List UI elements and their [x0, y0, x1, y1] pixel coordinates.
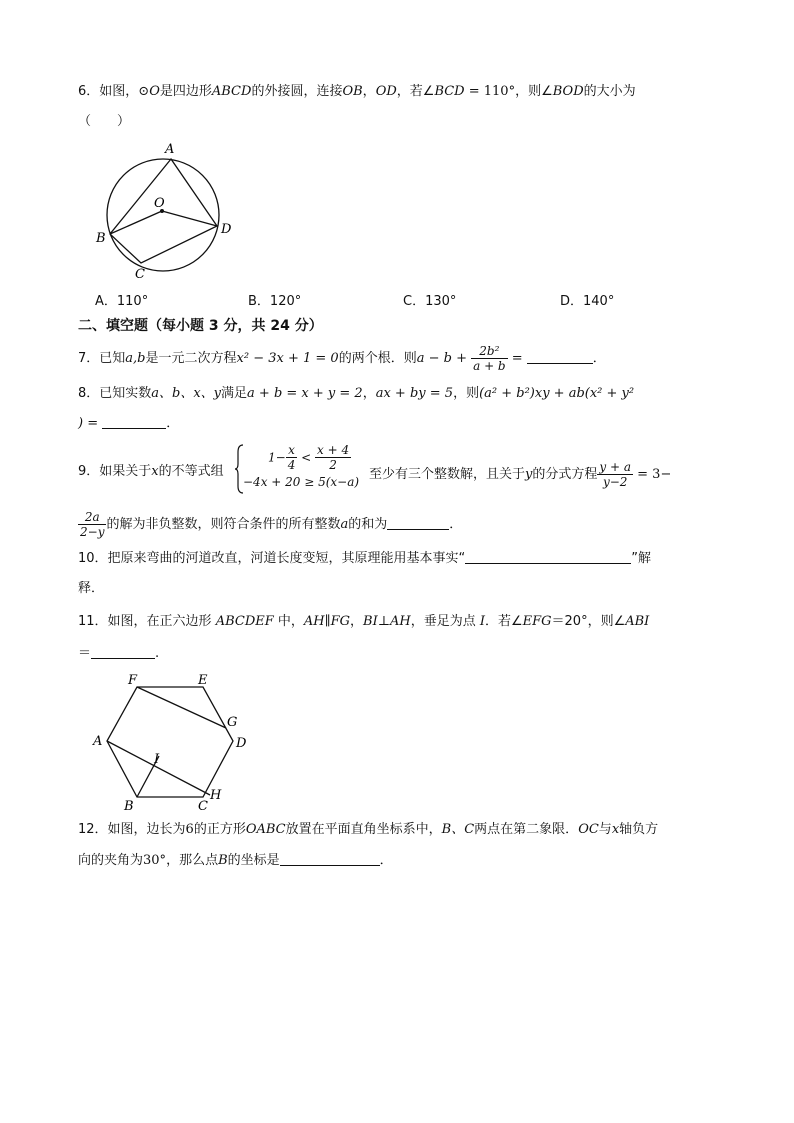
segment-ob	[110, 211, 162, 234]
q12-answer-blank[interactable]	[280, 851, 380, 866]
q8-line2: ) = ．	[78, 416, 180, 431]
q10-line1: 10．把原来弯曲的河道改直，河道长度变短，其原理能用基本事实“ ”解	[78, 551, 652, 566]
label-a: A	[93, 734, 103, 749]
label-a: A	[165, 142, 175, 157]
label-g: G	[227, 715, 238, 730]
q7-line: 7．已知a,b是一元二次方程x² − 3x + 1 = 0的两个根．则a − b + $\frac{\text{2b²}}{a + b}$ = ．	[78, 344, 606, 373]
q10-answer-blank[interactable]	[465, 549, 631, 564]
q7-fraction: $\frac{\text{2b²}}{a + b}$	[473, 344, 506, 373]
q9-line1: 9．如果关于x的不等式组	[78, 464, 224, 479]
q12-line1: 12．如图，边长为6的正方形OABC放置在平面直角坐标系中，B、C两点在第二象限．OC与x轴负方	[78, 822, 659, 837]
q8-answer-blank[interactable]	[102, 414, 166, 429]
q6-option-d: D．140°	[560, 294, 615, 309]
q6-text: 6．如图，	[78, 84, 139, 99]
label-c: C	[135, 267, 145, 282]
q11-hexagon-figure	[90, 672, 260, 812]
label-o: O	[154, 196, 165, 211]
section-heading: 二、填空题（每小题 3 分，共 24 分）	[78, 318, 323, 334]
q12-line2: 向的夹角为30°，那么点B的坐标是 ．	[78, 853, 393, 868]
q6-answer-paren: （ ）	[78, 114, 131, 129]
q11-line2: ＝ .	[78, 646, 160, 661]
label-e: E	[198, 673, 208, 688]
q9-inequality-2: −4x + 20 ≥ 5(x−a)	[243, 475, 360, 489]
label-c: C	[198, 799, 208, 812]
q9-answer-blank[interactable]	[387, 515, 449, 530]
hexagon-abcdef	[107, 687, 233, 797]
circumcircle	[107, 159, 219, 271]
label-i: I	[154, 752, 160, 767]
label-h: H	[210, 788, 222, 803]
q11-line1: 11．如图，在正六边形 ABCDEF 中，AH∥FG，BI⊥AH，垂足为点 I．若∠EFG＝20°，则∠ABI	[78, 614, 650, 629]
q10-line2: 释．	[78, 581, 105, 596]
q9-inequality-1: 1− $\frac{x}{4}$ < $\frac{x + 4}{2}$	[268, 443, 350, 472]
q9-line1-rest: 至少有三个整数解，且关于y的分式方程 $\frac{y + a}{y-2}$ = 3−	[369, 460, 672, 489]
label-d: D	[236, 736, 247, 751]
segment-ah	[107, 741, 210, 795]
q8-line1: 8．已知实数a、b、x、y满足a + b = x + y = 2，ax + by = 5，则(a² + b²)xy + ab(x² + y²	[78, 386, 635, 401]
q6-line1: 6．如图，⊙O是四边形ABCD的外接圆，连接OB，OD，若∠BCD = 110°，则∠BOD的大小为	[78, 84, 636, 99]
label-b: B	[124, 799, 134, 812]
q11-answer-blank[interactable]	[91, 644, 155, 659]
label-b: B	[96, 231, 106, 246]
circle-symbol: ⊙	[138, 84, 150, 99]
label-d: D	[221, 222, 232, 237]
q7-answer-blank[interactable]	[527, 349, 593, 364]
q6-option-b: B．120°	[248, 294, 302, 309]
q6-option-c: C．130°	[403, 294, 457, 309]
q9-line2: $\frac{2a}{2-y}$ 的解为非负整数，则符合条件的所有整数a的和为 ．	[80, 510, 463, 539]
q6-option-a: A．110°	[95, 294, 149, 309]
q6-circle-figure	[92, 138, 242, 283]
label-f: F	[128, 673, 138, 688]
segment-fg	[137, 687, 226, 728]
